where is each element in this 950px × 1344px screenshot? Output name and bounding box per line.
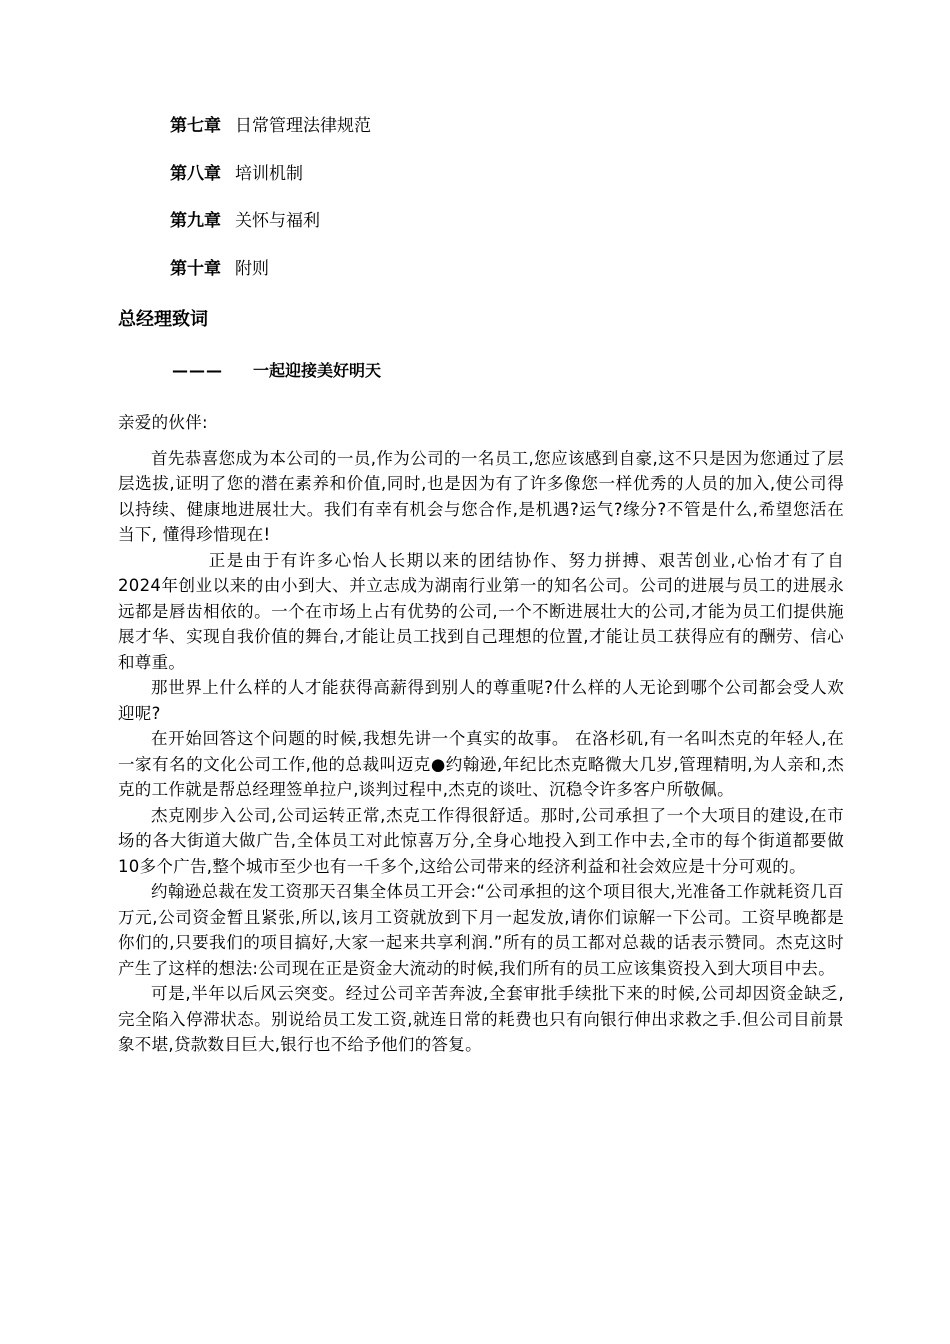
section-title: 总经理致词 (118, 309, 208, 330)
speech-subtitle (172, 358, 381, 384)
greeting: 亲爱的伙伴: (118, 413, 208, 432)
paragraph: 在开始回答这个问题的时候,我想先讲一个真实的故事。 在洛杉矶,有一名叫杰克的年轻人,在一家有名的文化公司工作,他的总裁叫迈克●约翰逊,年纪比杰克略微大几岁,管理精明,为人亲和,杰克的工作就是帮总经理签单拉户,谈判过程中,杰克的谈吐、沉稳令许多客户所敬佩。 (118, 729, 844, 799)
toc-item (170, 112, 770, 160)
subtitle-text: 一起迎接美好明天 (253, 361, 382, 380)
paragraph: 那世界上什么样的人才能获得高薪得到别人的尊重呢?什么样的人无论到哪个公司都会受人欢迎呢? (118, 678, 844, 723)
toc-item (170, 207, 770, 255)
toc-item (170, 255, 770, 303)
table-of-contents (170, 112, 770, 302)
toc-chapter-title: 关怀与福利 (235, 211, 320, 231)
paragraph: 杰克刚步入公司,公司运转正常,杰克工作得很舒适。那时,公司承担了一个大项目的建设,在市场的各大街道大做广告,全体员工对此惊喜万分,全身心地投入到工作中去,全市的每个街道都要做10多个广告,整个城市至少也有一千多个,这给公司带来的经济利益和社会效应是十分可观的。 (118, 805, 844, 876)
toc-item (170, 160, 770, 208)
paragraph: 正是由于有许多心怡人长期以来的团结协作、努力拼搏、艰苦创业,心怡才有了自2024年创业以来的由小到大、并立志成为湖南行业第一的知名公司。公司的进展与员工的进展永远都是唇齿相依的。一个在市场上占有优势的公司,一个不断进展壮大的公司,才能为员工们提供施展才华、实现自我价值的舞台,才能让员工找到自己理想的位置,才能让员工获得应有的酬劳、信心和尊重。 (118, 550, 844, 672)
toc-chapter-number: 第九章 (170, 211, 221, 231)
toc-chapter-number: 第十章 (170, 258, 221, 279)
toc-chapter-number: 第七章 (170, 116, 221, 136)
toc-chapter-title: 附则 (235, 258, 269, 279)
paragraph: 首先恭喜您成为本公司的一员,作为公司的一名员工,您应该感到自豪,这不只是因为您通过了层层选拔,证明了您的潜在素养和价值,同时,也是因为有了许多像您一样优秀的人员的加入,使公司得以持续、健康地进展壮大。我们有幸有机会与您合作,是机遇?运气?缘分?不管是什么,希望您活在当下, 懂得珍惜现在! (118, 448, 844, 544)
subtitle-dash: ——— (172, 361, 223, 380)
paragraph: 约翰逊总裁在发工资那天召集全体员工开会:“公司承担的这个项目很大,光准备工作就耗资几百万元,公司资金暂且紧张,所以,该月工资就放到下月一起发放,请你们谅解一下公司。工资早晚都是你们的,只要我们的项目搞好,大家一起来共享利润.”所有的员工都对总裁的话表示赞同。杰克这时产生了这样的想法:公司现在正是资金大流动的时候,我们所有的员工应该集资投入到大项目中去。 (118, 882, 844, 978)
toc-chapter-title: 培训机制 (235, 163, 303, 184)
toc-chapter-number: 第八章 (170, 163, 221, 184)
speech-body (118, 410, 844, 1058)
toc-chapter-title: 日常管理法律规范 (235, 116, 371, 136)
paragraph: 可是,半年以后风云突变。经过公司辛苦奔波,全套审批手续批下来的时候,公司却因资金缺乏,完全陷入停滞状态。别说给员工发工资,就连日常的耗费也只有向银行伸出求救之手.但公司目前景象不堪,贷款数目巨大,银行也不给予他们的答复。 (118, 984, 844, 1054)
